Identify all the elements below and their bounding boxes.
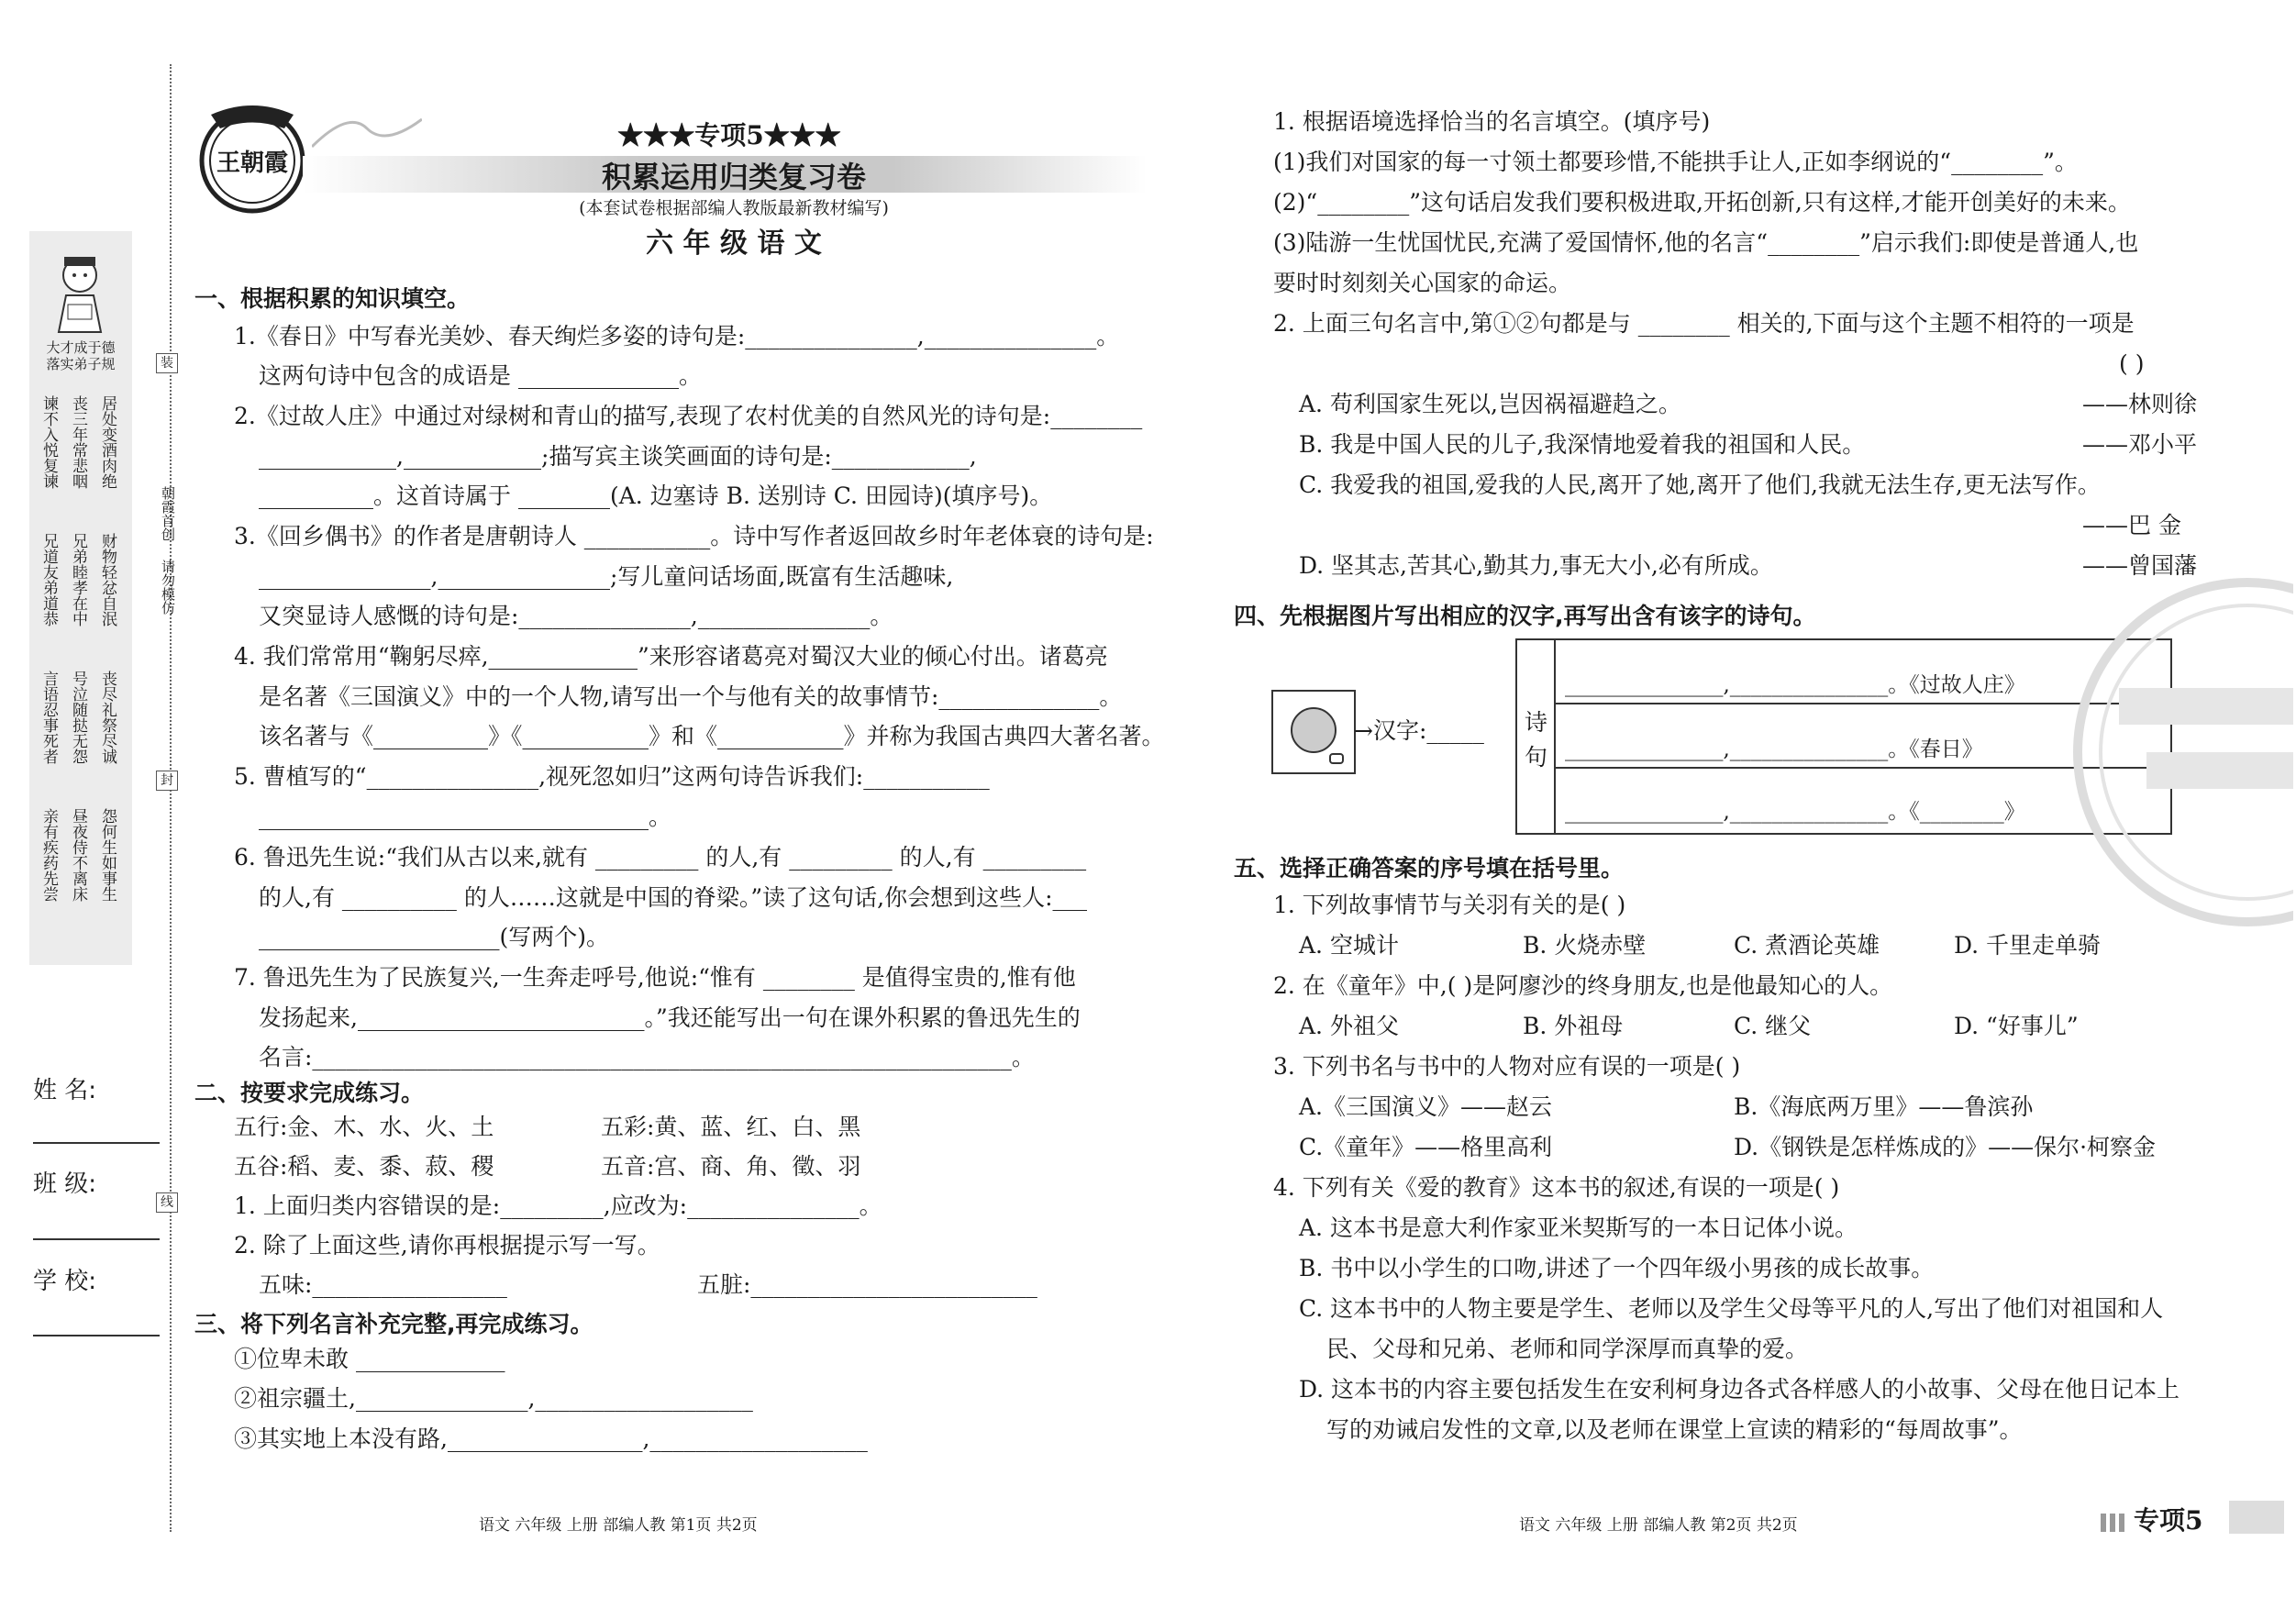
q4-line-b: 是名著《三国演义》中的一个人物,请写出一个与他有关的故事情节:______________。 bbox=[259, 683, 1123, 710]
name-field[interactable] bbox=[33, 1142, 160, 1144]
choice-q2-d: D. “好事儿” bbox=[1954, 1013, 2079, 1039]
r-q2-opt-b-author: ——邓小平 bbox=[2082, 431, 2198, 458]
special-number: ★★★专项5★★★ bbox=[617, 120, 841, 150]
q6-line-b: 的人,有 __________ 的人……这就是中国的脊梁。”读了这句话,你会想到这些人:___ bbox=[259, 884, 1087, 911]
choice-q3-b: B.《海底两万里》——鲁滨孙 bbox=[1734, 1093, 2034, 1120]
motto-sidebar bbox=[29, 231, 132, 965]
class-field[interactable] bbox=[33, 1238, 160, 1240]
section-5-title: 五、选择正确答案的序号填在括号里。 bbox=[1234, 855, 1625, 882]
section-2-title: 二、按要求完成练习。 bbox=[194, 1080, 425, 1106]
corner-band bbox=[2229, 1501, 2284, 1534]
q3-line-a: 3.《回乡偶书》的作者是唐朝诗人 ___________。诗中写作者返回故乡时年老体衰的诗句是: bbox=[234, 523, 1154, 549]
choice-q4-b: B. 书中以小学生的口吻,讲述了一个四年级小男孩的成长故事。 bbox=[1299, 1255, 1935, 1281]
section-1-title: 一、根据积累的知识填空。 bbox=[194, 285, 471, 312]
corner-label-box bbox=[2101, 1501, 2284, 1536]
r-q2-opt-b: B. 我是中国人民的儿子,我深情地爱着我的祖国和人民。 bbox=[1299, 431, 1866, 458]
brand-logo bbox=[193, 96, 312, 216]
motto-line-1: 大才成于德 bbox=[46, 339, 116, 356]
choice-q3: 3. 下列书名与书中的人物对应有误的一项是( ) bbox=[1273, 1053, 1741, 1080]
paper-title: 积累运用归类复习卷 bbox=[601, 160, 866, 194]
poem-row-2: _______________,_______________。《春日》 bbox=[1565, 738, 1983, 761]
r-q1-3b: 要时时刻刻关心国家的命运。 bbox=[1273, 270, 1572, 296]
corner-label: 专项5 bbox=[2134, 1505, 2203, 1536]
choice-q4-c: C. 这本书中的人物主要是学生、老师以及学生父母等平凡的人,写出了他们对祖国和人 bbox=[1299, 1295, 2164, 1322]
r-q1-1: (1)我们对国家的每一寸领土都要珍惜,不能拱手让人,正如李纲说的“________”。 bbox=[1273, 149, 2078, 175]
s2-q1: 1. 上面归类内容错误的是:_________,应改为:_______________。 bbox=[234, 1192, 882, 1219]
choice-q4-a: A. 这本书是意大利作家亚米契斯写的一本日记体小说。 bbox=[1299, 1214, 1858, 1241]
section-4-title: 四、先根据图片写出相应的汉字,再写出含有该字的诗句。 bbox=[1234, 603, 1816, 629]
motto-column: 居处变酒肉绝 bbox=[98, 395, 116, 489]
binding-tag-3: 线 bbox=[156, 1192, 178, 1213]
sun-picture-icon bbox=[1273, 692, 1354, 772]
s2-q2: 2. 除了上面这些,请你再根据提示写一写。 bbox=[234, 1232, 660, 1259]
r-q2-opt-a-author: ——林则徐 bbox=[2082, 391, 2198, 417]
five-tones: 五音:宫、商、角、徵、羽 bbox=[601, 1153, 861, 1180]
r-q2-opt-c: C. 我爱我的祖国,爱我的人民,离开了她,离开了他们,我就无法生存,更无法写作。 bbox=[1299, 471, 2101, 498]
choice-q4-c2: 民、父母和兄弟、老师和同学深厚而真挚的爱。 bbox=[1326, 1336, 1809, 1362]
five-grains: 五谷:稻、麦、黍、菽、稷 bbox=[234, 1153, 494, 1180]
binding-tag-2: 封 bbox=[156, 771, 178, 791]
r-q2: 2. 上面三句名言中,第①②句都是与 ________ 相关的,下面与这个主题不相符的一项是 bbox=[1273, 310, 2135, 337]
class-label: 班 级: bbox=[33, 1170, 97, 1198]
motto-column: 亲有疾药先尝 bbox=[39, 808, 58, 902]
q7-line-c: 名言:_____________________________________________________________。 bbox=[259, 1044, 1035, 1070]
poem-row-1: _______________,_______________。《过故人庄》 bbox=[1565, 673, 2025, 697]
motto-column: 昼夜侍不离床 bbox=[69, 808, 87, 902]
binding-tag-1: 装 bbox=[156, 353, 178, 373]
side-words-2: 请勿模仿 bbox=[160, 560, 176, 615]
motto-column: 怨何生如事生 bbox=[98, 808, 116, 902]
r-q2-opt-d-author: ——曾国藩 bbox=[2082, 552, 2198, 579]
school-field[interactable] bbox=[33, 1335, 160, 1336]
q7-line-b: 发扬起来,_________________________。”我还能写出一句在课外积累的鲁迅先生的 bbox=[259, 1004, 1081, 1031]
choice-q1-a: A. 空城计 bbox=[1299, 932, 1399, 959]
quote-1: ①位卑未敢 _____________ bbox=[234, 1346, 505, 1372]
motto-column: 丧三年常悲咽 bbox=[69, 395, 87, 489]
r-q2-answer-bracket: ( ) bbox=[2119, 350, 2145, 377]
corner-pattern bbox=[2101, 1514, 2128, 1532]
q2-line-c: __________。这首诗属于 ________(A. 边塞诗 B. 送别诗 C. 田园诗)(填序号)。 bbox=[259, 482, 1053, 509]
q2-line-a: 2.《过故人庄》中通过对绿树和青山的描写,表现了农村优美的自然风光的诗句是:________ bbox=[234, 403, 1143, 429]
motto-columns bbox=[37, 378, 128, 956]
choice-q1: 1. 下列故事情节与关羽有关的是( ) bbox=[1273, 892, 1626, 918]
right-footer: 语文 六年级 上册 部编人教 第2页 共2页 bbox=[1519, 1516, 1798, 1535]
choice-q2-c: C. 继父 bbox=[1734, 1013, 1812, 1039]
five-tastes: 五味:_________________ bbox=[259, 1271, 507, 1298]
five-organs: 五脏:_________________________ bbox=[697, 1271, 1037, 1298]
choice-q2-b: B. 外祖母 bbox=[1523, 1013, 1624, 1039]
choice-q3-d: D.《钢铁是怎样炼成的》——保尔·柯察金 bbox=[1734, 1134, 2157, 1160]
hanzi-answer: →汉字:_____ bbox=[1354, 717, 1484, 744]
r-q1-3: (3)陆游一生忧国忧民,充满了爱国情怀,他的名言“________”启示我们:即使是普通人,也 bbox=[1273, 229, 2139, 256]
motto-line-2: 落实弟子规 bbox=[46, 356, 116, 372]
motto-column: 兄道友弟道恭 bbox=[39, 533, 58, 627]
five-colors: 五彩:黄、蓝、红、白、黑 bbox=[601, 1114, 861, 1140]
paper-subtitle: (本套试卷根据部编人教版最新教材编写) bbox=[579, 198, 889, 218]
motto-column: 财物轻忿自泯 bbox=[98, 533, 116, 627]
r-q1: 1. 根据语境选择恰当的名言填空。(填序号) bbox=[1273, 108, 1711, 135]
q4-line-c: 该名著与《__________》《___________》和《___________》并称为我国古典四大著名著。 bbox=[259, 723, 1165, 749]
q3-line-c: 又突显诗人感慨的诗句是:_______________,_______________。 bbox=[259, 603, 893, 629]
choice-q3-a: A.《三国演义》——赵云 bbox=[1299, 1093, 1553, 1120]
five-elements: 五行:金、木、水、火、土 bbox=[234, 1114, 494, 1140]
q5-line-a: 5. 曹植写的“_______________,视死忽如归”这两句诗告诉我们:___________ bbox=[234, 763, 990, 790]
child-figure-icon bbox=[48, 250, 112, 337]
r-q2-opt-a: A. 苟利国家生死以,岂因祸福避趋之。 bbox=[1299, 391, 1681, 417]
choice-q4: 4. 下列有关《爱的教育》这本书的叙述,有误的一项是( ) bbox=[1273, 1174, 1840, 1201]
grade-subject: 六 年 级 语 文 bbox=[646, 227, 822, 260]
binding-line bbox=[170, 64, 172, 1532]
name-label: 姓 名: bbox=[33, 1077, 97, 1104]
left-footer: 语文 六年级 上册 部编人教 第1页 共2页 bbox=[479, 1516, 758, 1535]
poem-row-3: _______________,_______________。《________》 bbox=[1565, 800, 2025, 824]
quote-3: ③其实地上本没有路,_________________,___________________ bbox=[234, 1425, 868, 1452]
r-q2-opt-c-author: ——巴 金 bbox=[2082, 512, 2181, 538]
choice-q1-b: B. 火烧赤壁 bbox=[1523, 932, 1647, 959]
motto-column: 言语忍事死者 bbox=[39, 671, 58, 764]
picture-box bbox=[1271, 690, 1356, 774]
school-label: 学 校: bbox=[33, 1268, 97, 1295]
logo-text: 王朝霞 bbox=[216, 150, 288, 177]
motto-column: 丧尽礼祭尽诚 bbox=[98, 671, 116, 764]
r-q1-2: (2)“________”这句话启发我们要积极进取,开拓创新,只有这样,才能开创美好的未来。 bbox=[1273, 189, 2131, 216]
q1-line-b: 这两句诗中包含的成语是 ______________。 bbox=[259, 362, 702, 389]
motto-column: 谏不入悦复谏 bbox=[39, 395, 58, 489]
q4-line-a: 4. 我们常常用“鞠躬尽瘁,_____________”来形容诸葛亮对蜀汉大业的倾心付出。诸葛亮 bbox=[234, 643, 1108, 670]
q6-line-c: _____________________(写两个)。 bbox=[259, 924, 610, 950]
choice-q4-d: D. 这本书的内容主要包括发生在安利柯身边各式各样感人的小故事、父母在他日记本上 bbox=[1299, 1376, 2180, 1403]
motto-column: 兄弟睦孝在中 bbox=[69, 533, 87, 627]
r-q2-opt-d: D. 坚其志,苦其心,勤其力,事无大小,必有所成。 bbox=[1299, 552, 1773, 579]
choice-q1-d: D. 千里走单骑 bbox=[1954, 932, 2102, 959]
q3-line-b: _______________,_______________;写儿童问话场面,既富有生活趣味, bbox=[259, 563, 954, 590]
watermark-seal bbox=[2018, 569, 2293, 972]
section-3-title: 三、将下列名言补充完整,再完成练习。 bbox=[194, 1311, 593, 1337]
choice-q1-c: C. 煮酒论英雄 bbox=[1734, 932, 1880, 959]
q6-line-a: 6. 鲁迅先生说:“我们从古以来,就有 _________ 的人,有 _________ 的人,有 _________ bbox=[234, 844, 1087, 871]
choice-q2: 2. 在《童年》中,( )是阿廖沙的终身朋友,也是他最知心的人。 bbox=[1273, 972, 1893, 999]
poem-label-ju: 句 bbox=[1525, 744, 1548, 771]
q1-line-a: 1.《春日》中写春光美妙、春天绚烂多姿的诗句是:_______________,_______________。 bbox=[234, 323, 1120, 349]
choice-q2-a: A. 外祖父 bbox=[1299, 1013, 1399, 1039]
choice-q4-d2: 写的劝诫启发性的文章,以及老师在课堂上宣读的精彩的“每周故事”。 bbox=[1326, 1416, 2023, 1443]
q5-line-b: __________________________________。 bbox=[259, 804, 672, 830]
side-words-1: 朝霞首创 bbox=[160, 486, 176, 541]
poem-label-shi: 诗 bbox=[1525, 709, 1548, 736]
choice-q3-c: C.《童年》——格里高利 bbox=[1299, 1134, 1553, 1160]
quote-2: ②祖宗疆土,_______________,___________________ bbox=[234, 1385, 753, 1412]
poem-table-header bbox=[1517, 640, 1556, 833]
motto-column: 号泣随挞无怨 bbox=[69, 671, 87, 764]
q7-line-a: 7. 鲁迅先生为了民族复兴,一生奔走呼号,他说:“惟有 ________ 是值得宝贵的,惟有他 bbox=[234, 964, 1076, 991]
q2-line-b: ____________,____________;描写宾主谈笑画面的诗句是:____________, bbox=[259, 443, 977, 470]
